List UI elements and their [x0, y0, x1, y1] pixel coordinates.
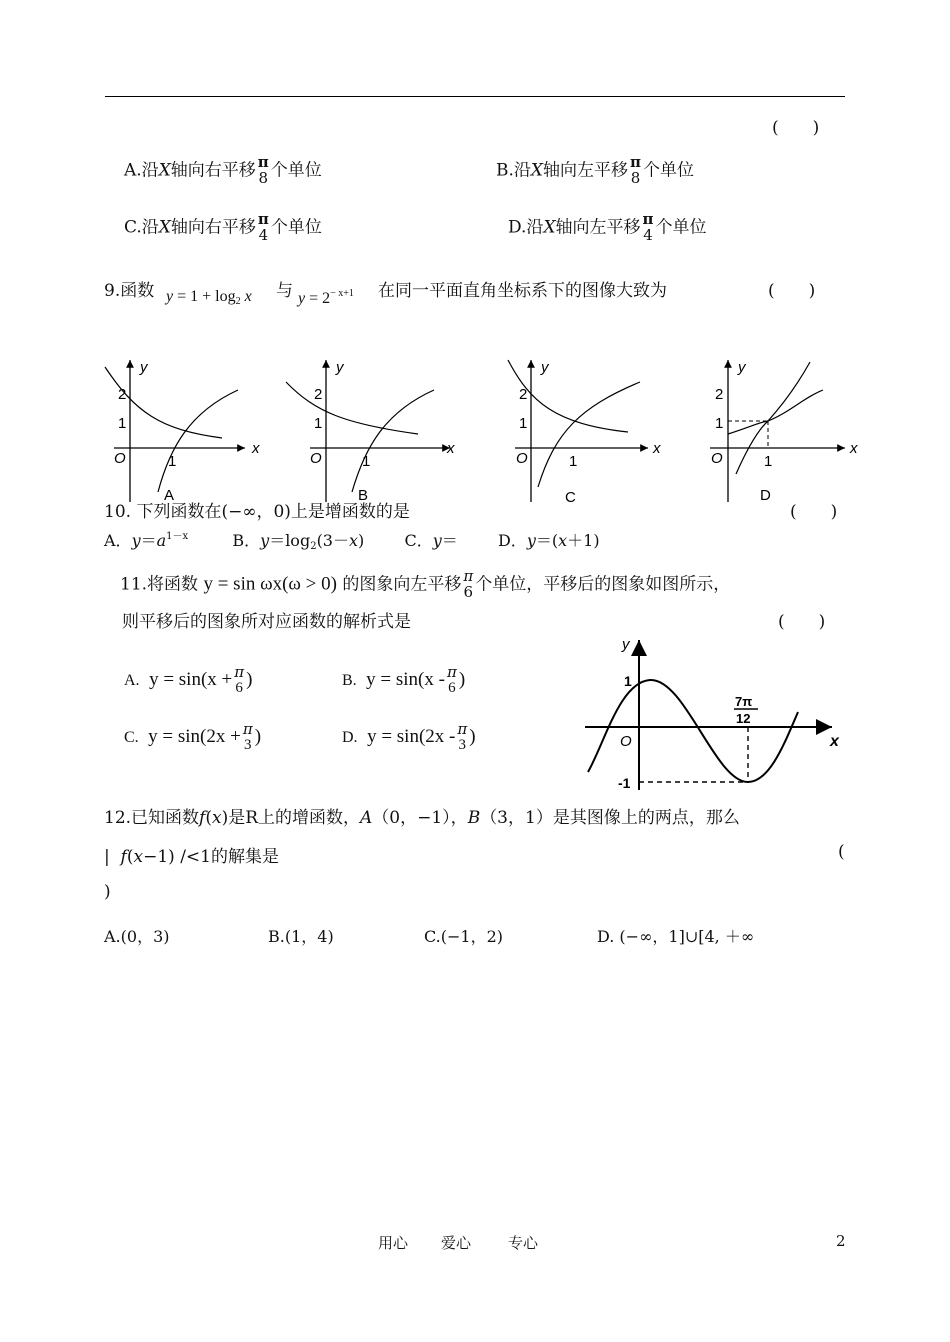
q9-answer-paren: ( ) [768, 281, 816, 301]
svg-text:y: y [622, 636, 630, 653]
q10-options: A．$y=a^{1-x}$ B．$y=\log_2(3-x)$ C．y＝ D．y＝(x＋1) [104, 531, 600, 552]
svg-text:x: x [653, 440, 661, 457]
footer-slogan-2: 爱心 [441, 1234, 472, 1252]
svg-text:y: y [541, 359, 549, 376]
svg-text:2: 2 [519, 386, 528, 403]
svg-text:1: 1 [764, 453, 773, 470]
svg-text:1: 1 [314, 415, 323, 432]
svg-text:1: 1 [519, 415, 528, 432]
q12-answer-paren-open: ( [838, 842, 845, 862]
footer-slogan-3: 专心 [508, 1234, 539, 1252]
svg-text:x: x [447, 440, 455, 457]
q9-graph-d-label: D [760, 487, 771, 504]
svg-text:-1: -1 [618, 775, 631, 791]
q10-stem: 10. 下列函数在(−∞，0)上是增函数的是 [104, 502, 410, 522]
svg-text:2: 2 [118, 386, 127, 403]
q9-graph-a [105, 359, 260, 504]
q11-option-c: C. y = sin(2x + π 3 ) [124, 720, 262, 753]
q9-formula-2: $y = 2^{- x+1}$ [298, 288, 354, 307]
q9-graph-b-label: B [358, 487, 369, 504]
footer-slogan-1: 用心 [378, 1234, 409, 1252]
q8-option-c: C.沿X轴向右平移 π 4 个单位 [124, 210, 322, 244]
svg-text:2: 2 [715, 386, 724, 403]
svg-text:y: y [140, 359, 148, 376]
q8-option-d: D.沿X轴向左平移 π 4 个单位 [508, 210, 707, 244]
q9-formula-1: $y = 1 + \log_2 x$ [166, 288, 252, 307]
svg-text:O: O [310, 450, 322, 467]
q10-answer-paren: ( ) [790, 502, 838, 522]
q9-graph-b [286, 359, 455, 504]
q11-option-a: A. y = sin(x + π 6 ) [124, 663, 253, 696]
q9-graphs [100, 352, 870, 512]
svg-text:1: 1 [362, 453, 371, 470]
q11-answer-paren: ( ) [778, 612, 826, 632]
top-answer-paren: ( ) [772, 118, 820, 138]
svg-text:1: 1 [624, 673, 632, 689]
q11-option-d: D. y = sin(2x - π 3 ) [342, 720, 476, 753]
svg-text:1: 1 [569, 453, 578, 470]
q12-line-1: 12.已知函数f(x)是R上的增函数，A（0，−1），B（3，1）是其图像上的两点，那么 [104, 808, 740, 828]
svg-text:O: O [620, 733, 632, 750]
q9-conjunction: 与 [276, 281, 293, 301]
q11-sine-graph [580, 632, 842, 794]
q12-option-a: A.(0，3) [104, 927, 170, 946]
q12-option-b: B.(1，4) [268, 927, 334, 946]
svg-text:O: O [711, 450, 723, 467]
q11-line-1: 11.将函数 y = sin ωx(ω > 0) 的图象向左平移 π 6 个单位，平移后的图象如图所示， [120, 567, 731, 601]
q9-graph-a-label: A [164, 487, 175, 504]
svg-text:12: 12 [736, 711, 751, 726]
header-rule [105, 96, 845, 97]
q9-graph-c [508, 359, 661, 506]
svg-text:1: 1 [715, 415, 724, 432]
q9-graph-d [710, 359, 858, 504]
svg-text:O: O [114, 450, 126, 467]
q8-option-b: B.沿X轴向左平移 π 8 个单位 [496, 153, 694, 187]
svg-text:1: 1 [168, 453, 177, 470]
svg-text:y: y [336, 359, 344, 376]
q12-option-d: D. (−∞，1]∪[4, ＋∞ [597, 927, 755, 946]
q11-line-2: 则平移后的图象所对应函数的解析式是 [122, 612, 411, 632]
q12-line-2: | f(x−1) /<1的解集是 [104, 847, 279, 867]
page-number: 2 [836, 1232, 846, 1250]
svg-text:O: O [516, 450, 528, 467]
svg-text:y: y [738, 359, 746, 376]
svg-text:7π: 7π [735, 694, 753, 709]
svg-text:x: x [850, 440, 858, 457]
svg-text:x: x [252, 440, 260, 457]
svg-text:x: x [830, 733, 839, 750]
svg-text:1: 1 [118, 415, 127, 432]
q9-tail: 在同一平面直角坐标系下的图像大致为 [378, 281, 667, 301]
q11-option-b: B. y = sin(x - π 6 ) [342, 663, 466, 696]
q9-lead: 9.函数 [104, 281, 155, 301]
q12-answer-paren-close: ) [104, 882, 111, 902]
q12-option-c: C.(−1，2) [424, 927, 504, 946]
q8-option-a: A.沿X轴向右平移 π 8 个单位 [124, 153, 322, 187]
q9-graph-c-label: C [565, 489, 576, 506]
svg-text:2: 2 [314, 386, 323, 403]
